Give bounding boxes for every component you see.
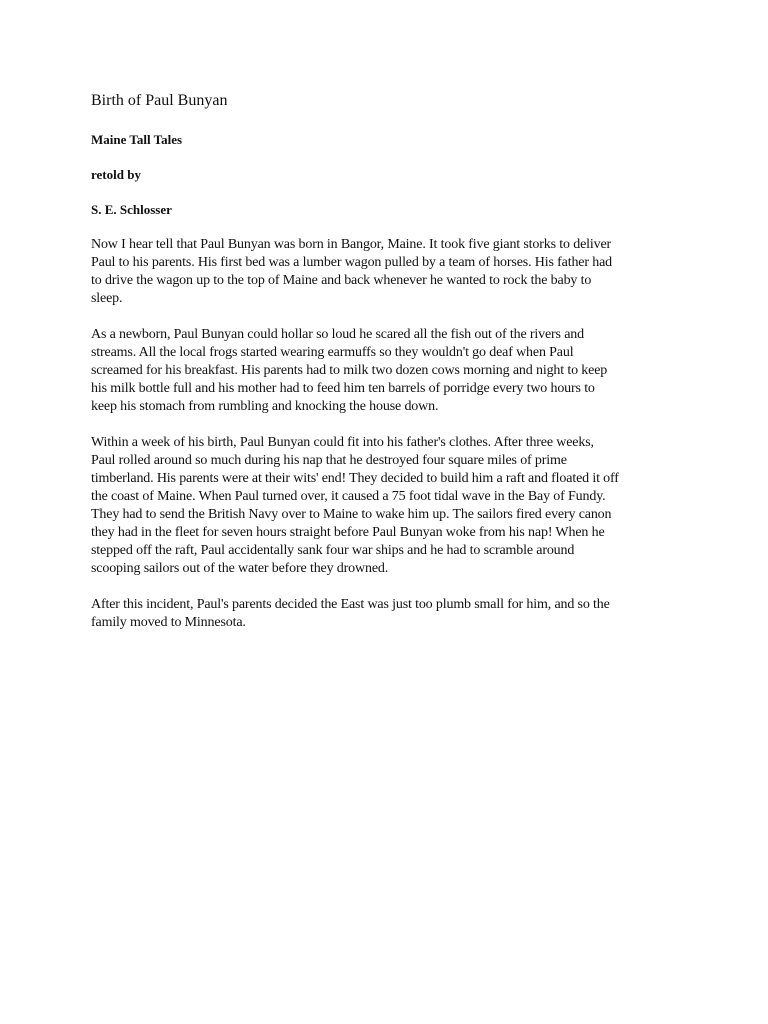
text-line: Paul to his parents. His first bed was a lumber wagon pulled by a team of horses. His father had [91,255,612,270]
series-heading: Maine Tall Tales [91,132,183,147]
text-line: screamed for his breakfast. His parents had to milk two dozen cows morning and night to keep [91,363,608,378]
text-line: Within a week of his birth, Paul Bunyan could fit into his father's clothes. After three weeks, [91,435,594,450]
paragraph-4 [91,596,671,632]
document-title: Birth of Paul Bunyan [91,92,228,109]
paragraph-3 [91,434,671,578]
text-line: scooping sailors out of the water before they drowned. [91,561,389,576]
text-line: the coast of Maine. When Paul turned over, it caused a 75 foot tidal wave in the Bay of Fundy. [91,489,606,504]
text-line: Now I hear tell that Paul Bunyan was born in Bangor, Maine. It took five giant storks to deliver [91,237,612,252]
paragraph-1 [91,236,671,308]
text-line: to drive the wagon up to the top of Maine and back whenever he wanted to rock the baby to [91,273,592,288]
text-line: timberland. His parents were at their wits' end! They decided to build him a raft and floated it off [91,471,619,486]
text-line: sleep. [91,291,123,306]
text-line: As a newborn, Paul Bunyan could hollar so loud he scared all the fish out of the rivers and [91,327,584,342]
document-page [91,90,671,650]
author-name: S. E. Schlosser [91,202,172,217]
text-line: After this incident, Paul's parents decided the East was just too plumb small for him, and so the [91,597,610,612]
retold-by-label: retold by [91,167,141,182]
text-line: they had in the fleet for seven hours straight before Paul Bunyan woke from his nap! When he [91,525,605,540]
text-line: his milk bottle full and his mother had to feed him ten barrels of porridge every two hours to [91,381,595,396]
text-line: They had to send the British Navy over to Maine to wake him up. The sailors fired every canon [91,507,612,522]
text-line: family moved to Minnesota. [91,615,246,630]
paragraph-2 [91,326,671,416]
text-line: streams. All the local frogs started wearing earmuffs so they wouldn't go deaf when Paul [91,345,574,360]
text-line: Paul rolled around so much during his nap that he destroyed four square miles of prime [91,453,567,468]
text-line: stepped off the raft, Paul accidentally sank four war ships and he had to scramble around [91,543,575,558]
text-line: keep his stomach from rumbling and knocking the house down. [91,399,439,414]
